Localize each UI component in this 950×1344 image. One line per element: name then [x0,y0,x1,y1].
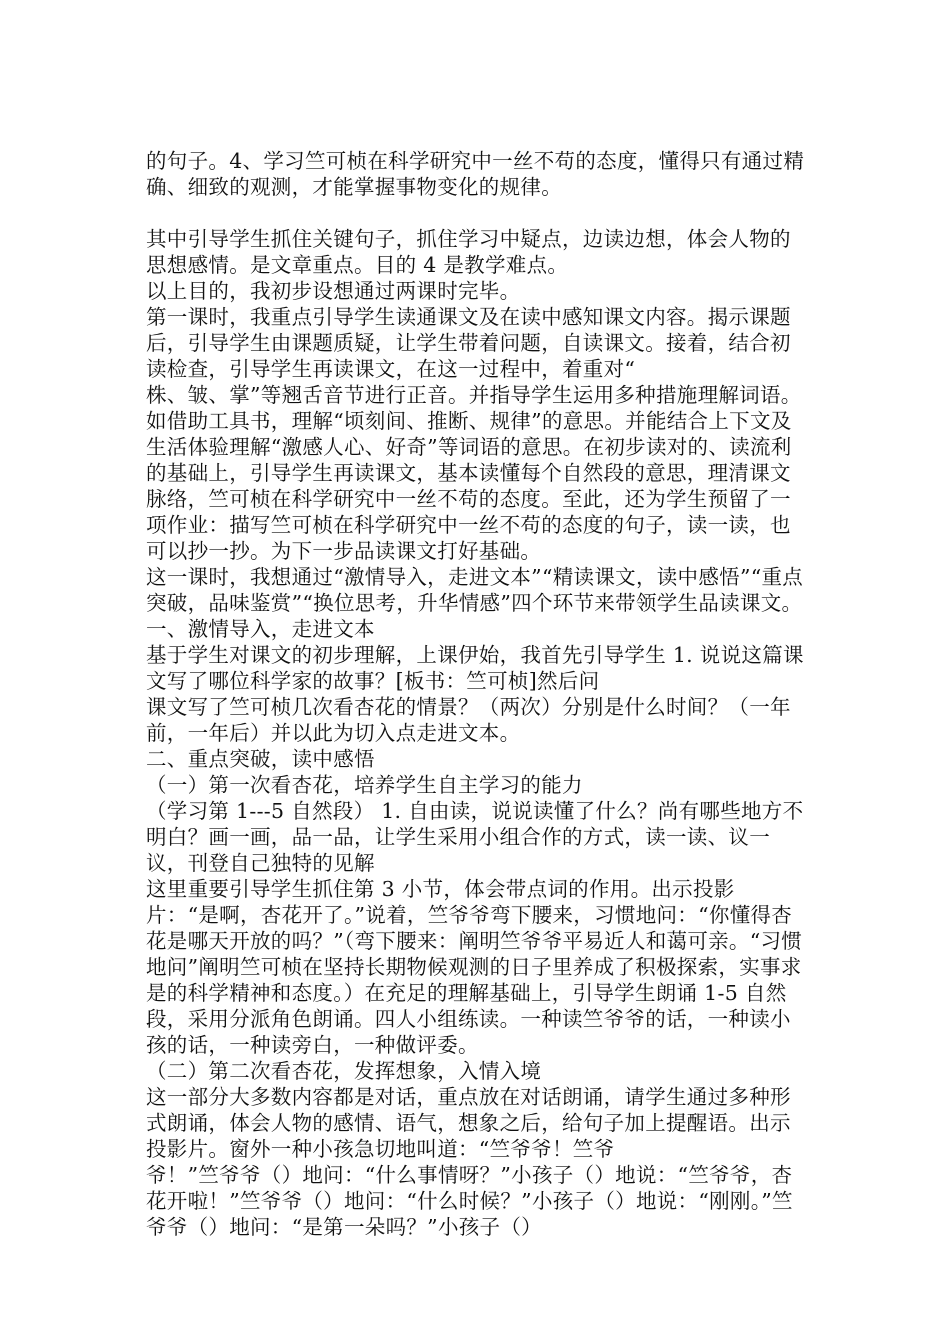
paragraph: （学习第 1---5 自然段） 1. 自由读，说说读懂了什么？尚有哪些地方不明白？画一画，品一品，让学生采用小组合作的方式，读一读、议一议，刊登自己独特的见解 [146,799,804,875]
paragraph: 第一课时，我重点引导学生读通课文及在读中感知课文内容。揭示课题后，引导学生由课题质疑，让学生带着问题，自读课文。接着，结合初读检查，引导学生再读课文，在这一过程中，着重对“ [146,305,791,381]
paragraph: 这一课时，我想通过“激情导入，走进文本”“精读课文，读中感悟”“重点突破，品味鉴赏”“换位思考，升华情感”四个环节来带领学生品读课文。 [146,565,804,615]
paragraph: 基于学生对课文的初步理解，上课伊始，我首先引导学生 1. 说说这篇课文写了哪位科学家的故事？[板书：竺可桢]然后问 [146,643,804,693]
paragraph: 以上目的，我初步设想通过两课时完毕。 [146,279,521,303]
paragraph: 爷！”竺爷爷（）地问：“什么事情呀？”小孩子（）地说：“竺爷爷，杏花开啦！”竺爷爷（）地问：“什么时候？”小孩子（）地说：“刚刚。”竺爷爷（）地问：“是第一朵吗？”小孩子（） [146,1163,793,1239]
paragraph: 其中引导学生抓住关键句子，抓住学习中疑点，边读边想，体会人物的思想感情。是文章重点。目的 4 是教学难点。 [146,227,791,277]
section-heading: 一、激情导入，走进文本 [146,617,375,641]
section-heading: 二、重点突破，读中感悟 [146,747,375,771]
subsection-heading: （二）第二次看杏花，发挥想象，入情入境 [146,1059,542,1083]
paragraph-spacer [146,200,806,226]
subsection-heading: （一）第一次看杏花，培养学生自主学习的能力 [146,773,583,797]
paragraph: 株、皱、掌”等翘舌音节进行正音。并指导学生运用多种措施理解词语。如借助工具书，理解“顷刻间、推断、规律”的意思。并能结合上下文及生活体验理解“激感人心、好奇”等词语的意思。在初步读对的、读流利的基础上，引导学生再读课文，基本读懂每个自然段的意思，理清课文脉络，竺可桢在科学研究中一丝不苟的态度。至此，还为学生预留了一项作业：描写竺可桢在科学研究中一丝不苟的态度的句子，读一读，也可以抄一抄。为下一步品读课文打好基础。 [146,383,802,563]
paragraph: 这里重要引导学生抓住第 3 小节，体会带点词的作用。出示投影片：“是啊，杏花开了。”说着，竺爷爷弯下腰来，习惯地问：“你懂得杏花是哪天开放的吗？”（弯下腰来：阐明竺爷爷平易近人和蔼可亲。“习惯地问”阐明竺可桢在坚持长期物候观测的日子里养成了积极探索，实事求是的科学精神和态度。）在充足的理解基础上，引导学生朗诵 1-5 自然段，采用分派角色朗诵。四人小组练读。一种读竺爷爷的话，一种读小孩的话，一种读旁白，一种做评委。 [146,877,803,1057]
paragraph: 的句子。4、学习竺可桢在科学研究中一丝不苟的态度，懂得只有通过精确、细致的观测，才能掌握事物变化的规律。 [146,149,805,199]
paragraph: 这一部分大多数内容都是对话，重点放在对话朗诵，请学生通过多种形式朗诵，体会人物的感情、语气，想象之后，给句子加上提醒语。出示投影片。窗外一种小孩急切地叫道：“竺爷爷！竺爷 [146,1085,791,1161]
paragraph: 课文写了竺可桢几次看杏花的情景？（两次）分别是什么时间？（一年前，一年后）并以此为切入点走进文本。 [146,695,791,745]
document-body [146,148,806,1240]
